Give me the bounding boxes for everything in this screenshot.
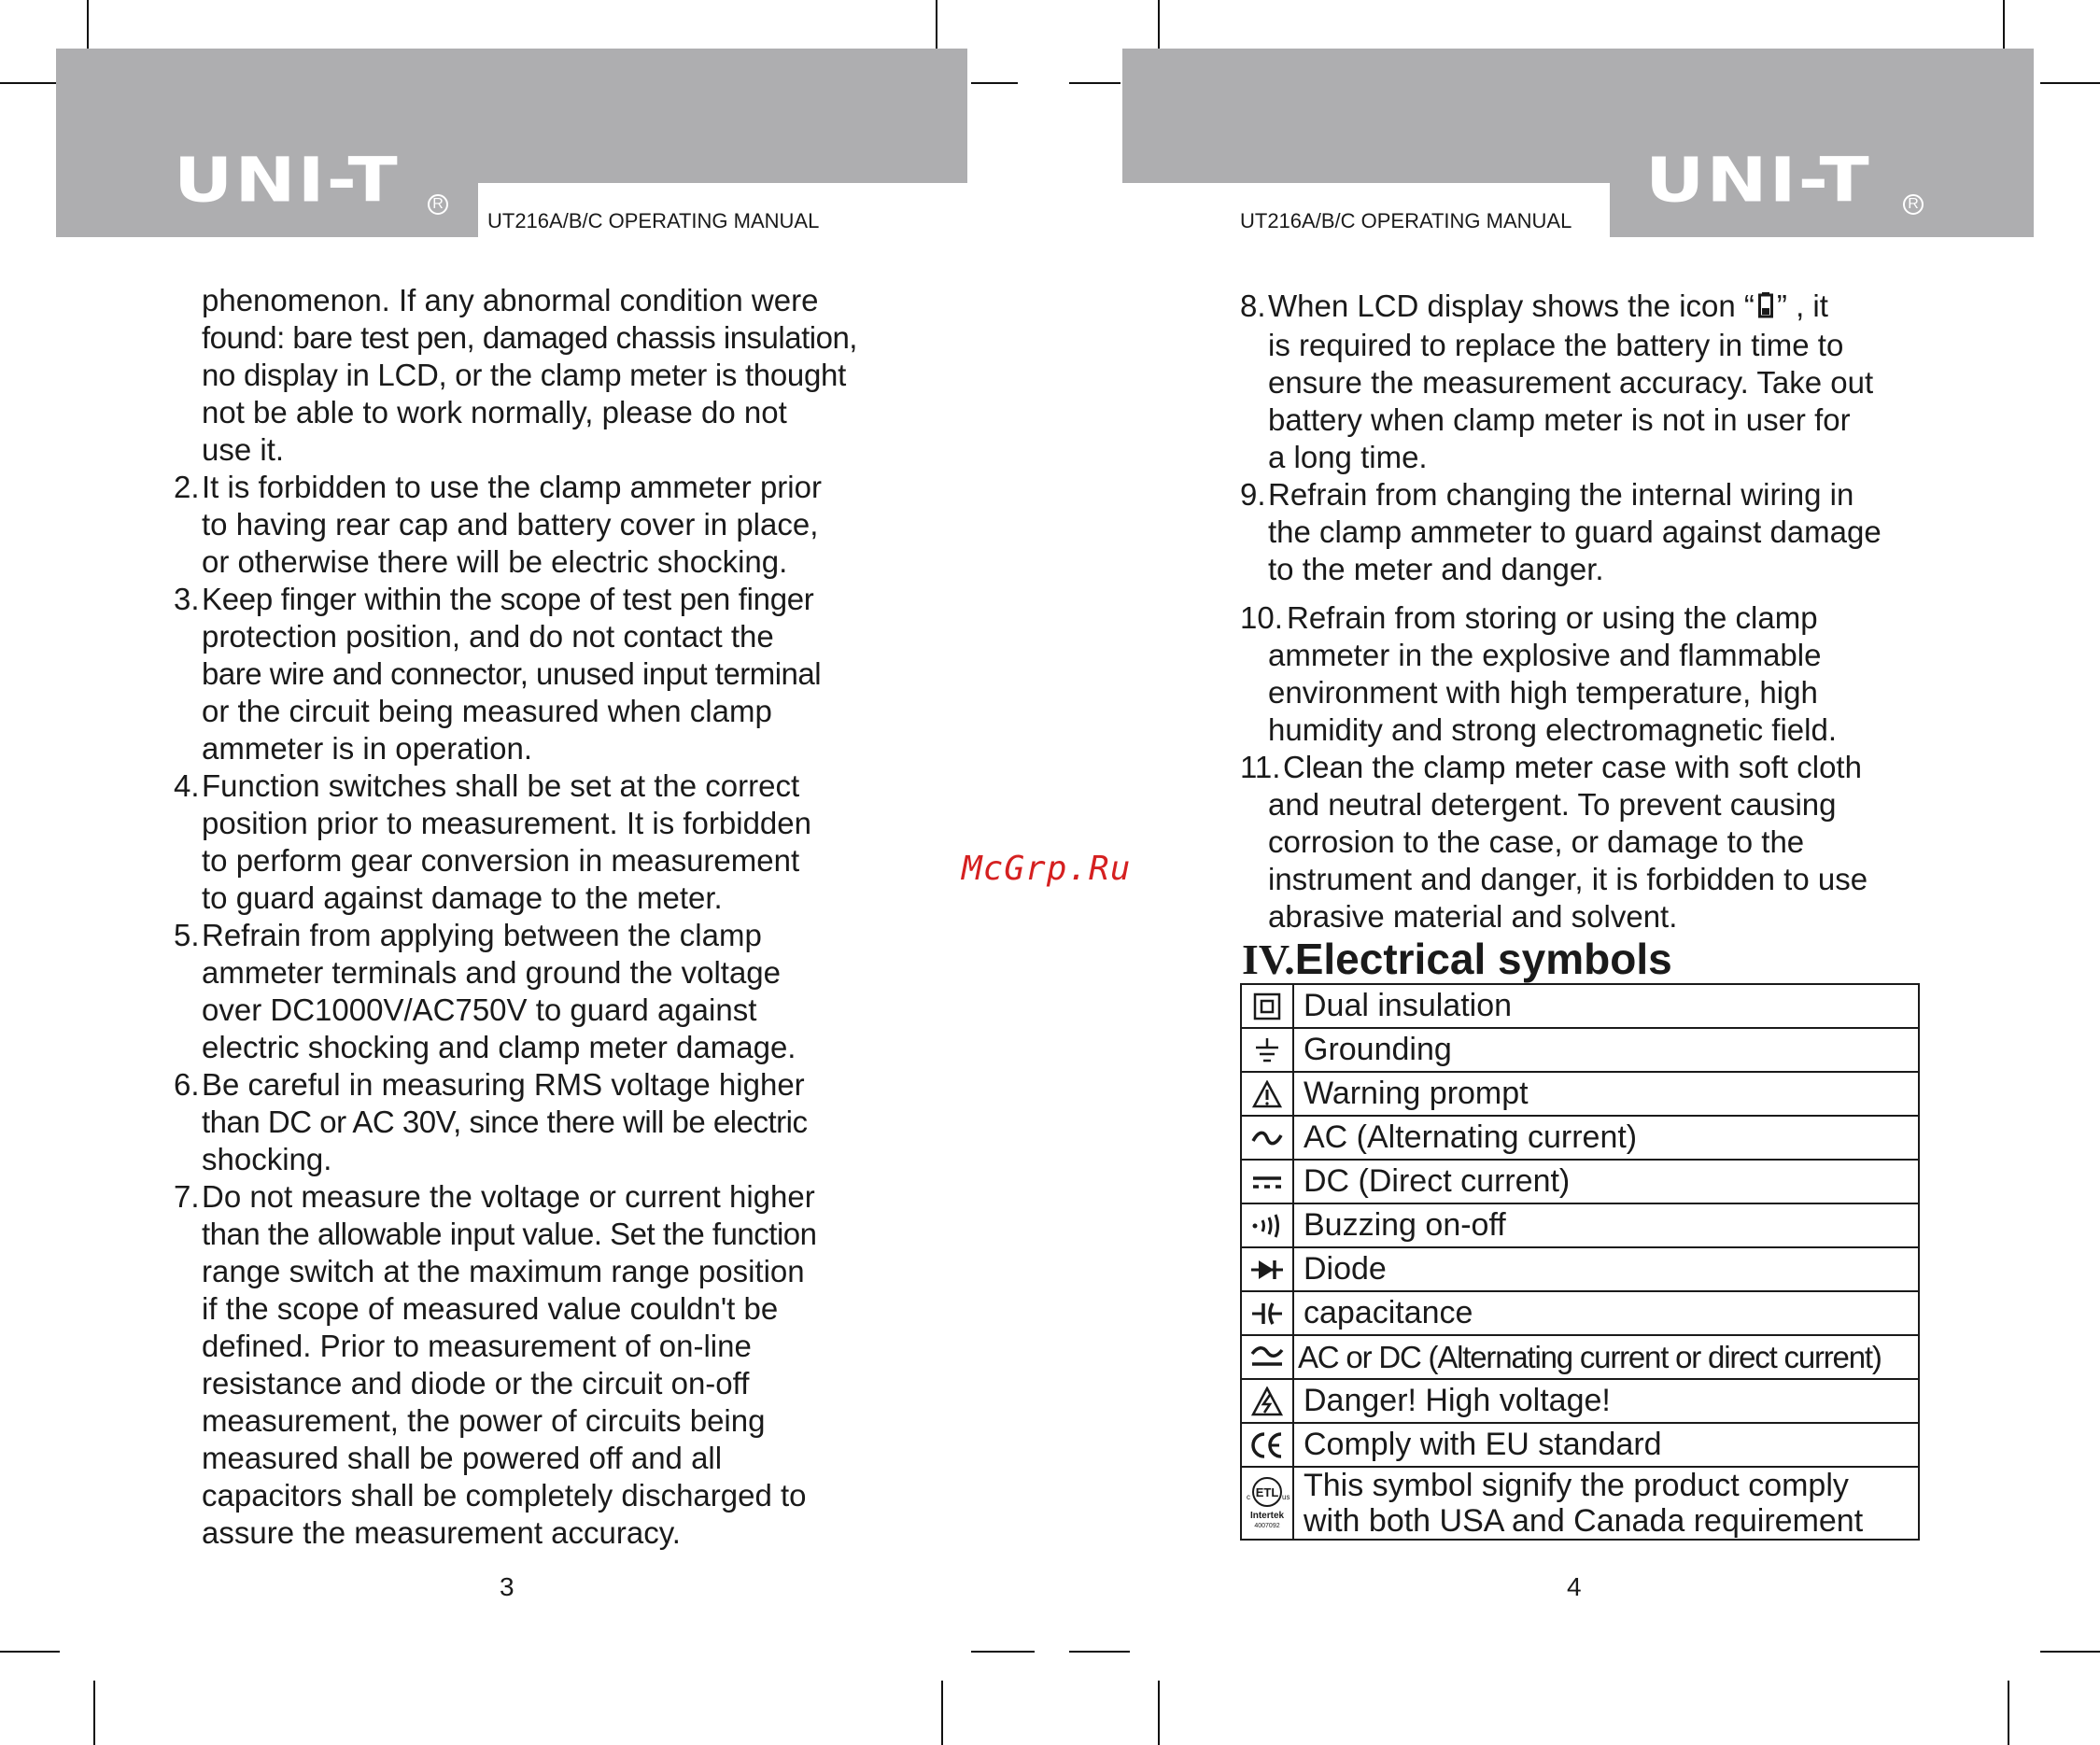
manual-title-left: UT216A/B/C OPERATING MANUAL — [487, 209, 820, 232]
right-page-body — [1240, 288, 1931, 936]
etl-mark-code: 4007092 — [1254, 1523, 1280, 1529]
symbol-label: Diode — [1293, 1247, 1919, 1291]
item-text: to guard against damage to the meter. — [202, 880, 723, 915]
symbol-label — [1293, 1467, 1919, 1540]
intro-line: phenomenon. If any abnormal condition were — [202, 283, 819, 317]
item-text: to the meter and danger. — [1268, 552, 1604, 587]
item-text: ” , it — [1776, 288, 1828, 323]
high-voltage-icon — [1241, 1379, 1293, 1423]
ac-icon — [1241, 1116, 1293, 1160]
item-text: defined. Prior to measurement of on-line — [202, 1329, 752, 1363]
item-text: resistance and diode or the circuit on-off — [202, 1366, 750, 1400]
item-number: 5. — [174, 918, 200, 952]
section-heading: Electrical symbols — [1294, 935, 1672, 983]
symbol-label: Warning prompt — [1293, 1072, 1919, 1116]
list-item — [174, 917, 865, 1066]
table-row — [1241, 1379, 1919, 1423]
item-number: 10. — [1240, 600, 1283, 636]
item-number: 8. — [1240, 288, 1266, 323]
symbol-label: Buzzing on-off — [1293, 1203, 1919, 1247]
registered-mark-left: R — [428, 194, 448, 215]
left-page-body — [174, 282, 865, 1552]
diode-icon — [1241, 1247, 1293, 1291]
list-item — [1240, 749, 1931, 936]
item-text: protection position, and do not contact the — [202, 619, 774, 654]
table-row — [1241, 1335, 1919, 1379]
item-text: assure the measurement accuracy. — [202, 1515, 681, 1550]
etl-mark-text: ETL — [1255, 1485, 1279, 1499]
item-text: measured shall be powered off and all — [202, 1441, 723, 1475]
item-text: than DC or AC 30V, since there will be electric — [202, 1105, 808, 1139]
list-item — [1240, 599, 1931, 749]
table-row — [1241, 1160, 1919, 1203]
symbol-label: capacitance — [1293, 1291, 1919, 1335]
item-text: environment with high temperature, high — [1268, 675, 1818, 711]
table-row — [1241, 1467, 1919, 1540]
dc-icon — [1241, 1160, 1293, 1203]
page-number-left: 3 — [500, 1572, 514, 1601]
item-text: measurement, the power of circuits being — [202, 1403, 766, 1438]
symbol-label: Danger! High voltage! — [1293, 1379, 1919, 1423]
item-text: Do not measure the voltage or current higher — [202, 1179, 815, 1214]
intro-line: use it. — [202, 432, 285, 467]
item-text: instrument and danger, it is forbidden to use — [1268, 862, 1868, 897]
table-row — [1241, 1247, 1919, 1291]
brand-logo-left: UNI-T — [174, 144, 400, 217]
item-number: 7. — [174, 1179, 200, 1214]
registered-mark-right: R — [1903, 194, 1924, 215]
item-text: over DC1000V/AC750V to guard against — [202, 992, 757, 1027]
symbols-table — [1240, 983, 1920, 1541]
section-numeral: IV. — [1242, 936, 1295, 983]
crop-mark — [971, 82, 1018, 84]
item-text: electric shocking and clamp meter damage. — [202, 1030, 796, 1064]
item-text: When LCD display shows the icon “ — [1268, 288, 1755, 323]
intro-line: not be able to work normally, please do not — [202, 395, 787, 429]
symbol-label: AC (Alternating current) — [1293, 1116, 1919, 1160]
item-number: 2. — [174, 470, 200, 504]
item-number: 4. — [174, 768, 200, 803]
item-text: ammeter in the explosive and flammable — [1268, 638, 1822, 673]
etl-mark-us: us — [1282, 1493, 1290, 1501]
item-text: a long time. — [1268, 440, 1428, 475]
symbol-label: Comply with EU standard — [1293, 1423, 1919, 1467]
list-item — [174, 1066, 865, 1178]
crop-mark — [1158, 1681, 1160, 1745]
crop-mark — [0, 1651, 60, 1653]
item-number: 9. — [1240, 477, 1266, 513]
list-item — [174, 581, 865, 767]
item-text: capacitors shall be completely discharged to — [202, 1478, 807, 1513]
ac-dc-icon — [1241, 1335, 1293, 1379]
warning-icon — [1241, 1072, 1293, 1116]
item-text: humidity and strong electromagnetic field. — [1268, 712, 1837, 748]
symbol-label-line: This symbol signify the product comply — [1304, 1468, 1849, 1503]
list-item — [1240, 476, 1931, 588]
item-text: ammeter is in operation. — [202, 731, 532, 766]
table-row — [1241, 984, 1919, 1028]
item-text: is required to replace the battery in time to — [1268, 328, 1844, 363]
grounding-icon — [1241, 1028, 1293, 1072]
item-text: battery when clamp meter is not in user for — [1268, 402, 1851, 438]
item-text: corrosion to the case, or damage to the — [1268, 824, 1805, 860]
battery-icon — [1758, 289, 1773, 327]
list-item — [174, 1178, 865, 1552]
item-text: or otherwise there will be electric shocking. — [202, 544, 788, 579]
item-text: Refrain from applying between the clamp — [202, 918, 762, 952]
item-text: if the scope of measured value couldn't be — [202, 1291, 779, 1326]
item-text: to perform gear conversion in measurement — [202, 843, 800, 878]
section-title — [1242, 934, 1672, 984]
ce-mark-icon — [1241, 1423, 1293, 1467]
etl-mark-icon — [1241, 1467, 1293, 1540]
list-item — [174, 767, 865, 917]
buzzer-icon — [1241, 1203, 1293, 1247]
item-text: ensure the measurement accuracy. Take out — [1268, 365, 1874, 401]
item-text: position prior to measurement. It is forbidden — [202, 806, 811, 840]
item-text: bare wire and connector, unused input terminal — [202, 656, 822, 691]
item-text: than the allowable input value. Set the function — [202, 1217, 817, 1251]
etl-mark-sub: Intertek — [1249, 1511, 1285, 1521]
item-number: 3. — [174, 582, 200, 616]
item-text: It is forbidden to use the clamp ammeter prior — [202, 470, 822, 504]
item-text: Refrain from storing or using the clamp — [1287, 600, 1818, 636]
table-row — [1241, 1116, 1919, 1160]
list-item — [174, 469, 865, 581]
crop-mark — [2040, 82, 2100, 84]
table-row — [1241, 1072, 1919, 1116]
crop-mark — [0, 82, 56, 84]
symbol-label: Dual insulation — [1293, 984, 1919, 1028]
etl-mark-c: c — [1247, 1493, 1250, 1501]
item-text: or the circuit being measured when clamp — [202, 694, 772, 728]
item-text: Keep finger within the scope of test pen finger — [202, 582, 814, 616]
item-text: ammeter terminals and ground the voltage — [202, 955, 782, 990]
item-text: abrasive material and solvent. — [1268, 899, 1678, 935]
item-text: the clamp ammeter to guard against damage — [1268, 514, 1882, 550]
brand-logo-right: UNI-T — [1645, 144, 1871, 217]
intro-line: found: bare test pen, damaged chassis insulation, — [202, 320, 857, 355]
item-text: Clean the clamp meter case with soft cloth — [1283, 750, 1862, 785]
list-item — [1240, 288, 1931, 476]
crop-mark — [971, 1651, 1035, 1653]
item-text: Function switches shall be set at the correct — [202, 768, 800, 803]
crop-mark — [93, 1681, 95, 1745]
page-number-right: 4 — [1567, 1572, 1582, 1601]
symbol-label: Grounding — [1293, 1028, 1919, 1072]
table-row — [1241, 1028, 1919, 1072]
manual-title-right: UT216A/B/C OPERATING MANUAL — [1240, 209, 1572, 232]
item-text: to having rear cap and battery cover in place, — [202, 507, 819, 542]
crop-mark — [1069, 1651, 1130, 1653]
item-text: Be careful in measuring RMS voltage higher — [202, 1067, 805, 1102]
crop-mark — [2008, 1681, 2009, 1745]
table-row — [1241, 1203, 1919, 1247]
item-text: range switch at the maximum range position — [202, 1254, 805, 1288]
item-number: 11. — [1240, 750, 1281, 785]
symbol-label: AC or DC (Alternating current or direct current) — [1293, 1335, 1919, 1379]
table-row — [1241, 1423, 1919, 1467]
capacitor-icon — [1241, 1291, 1293, 1335]
dual-insulation-icon — [1241, 984, 1293, 1028]
crop-mark — [1069, 82, 1120, 84]
item-text: Refrain from changing the internal wiring in — [1268, 477, 1854, 513]
watermark: McGrp.Ru — [962, 850, 1132, 888]
symbol-label-line: with both USA and Canada requirement — [1304, 1503, 1864, 1539]
intro-line: no display in LCD, or the clamp meter is thought — [202, 358, 846, 392]
symbol-label: DC (Direct current) — [1293, 1160, 1919, 1203]
item-text: and neutral detergent. To prevent causing — [1268, 787, 1837, 823]
table-row — [1241, 1291, 1919, 1335]
crop-mark — [941, 1681, 943, 1745]
item-text: shocking. — [202, 1142, 332, 1176]
item-number: 6. — [174, 1067, 200, 1102]
crop-mark — [2040, 1651, 2100, 1653]
